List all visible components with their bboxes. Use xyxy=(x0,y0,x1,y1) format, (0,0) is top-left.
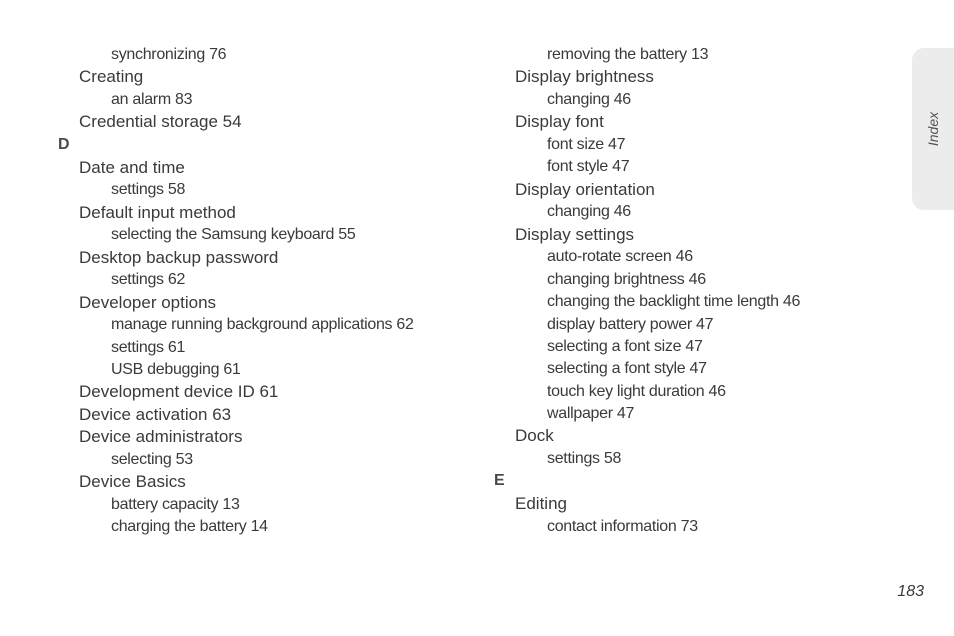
index-subentry: selecting the Samsung keyboard 55 xyxy=(111,226,356,244)
index-entry: Date and time xyxy=(79,157,185,177)
index-entry: Display brightness xyxy=(515,67,654,87)
index-subentry: USB debugging 61 xyxy=(111,360,241,378)
index-section-letter: D xyxy=(58,135,70,153)
index-entry: Credential storage 54 xyxy=(79,112,242,132)
index-subentry: selecting a font size 47 xyxy=(547,337,703,355)
index-section-letter: E xyxy=(494,472,505,490)
index-subentry: selecting a font style 47 xyxy=(547,360,707,378)
index-subentry: battery capacity 13 xyxy=(111,496,240,514)
index-entry: Editing xyxy=(515,494,567,514)
index-subentry: auto-rotate screen 46 xyxy=(547,248,693,266)
index-subentry: display battery power 47 xyxy=(547,315,714,333)
index-entry: Display settings xyxy=(515,224,635,244)
index-entry: Display font xyxy=(515,112,604,132)
index-column-left xyxy=(58,44,478,539)
index-subentry: synchronizing 76 xyxy=(111,46,227,63)
index-subentry: changing the backlight time length 46 xyxy=(547,293,801,311)
index-subentry: settings 62 xyxy=(111,271,186,289)
index-entry: Device Basics xyxy=(79,472,186,492)
index-subentry: font style 47 xyxy=(547,158,630,176)
index-subentry: an alarm 83 xyxy=(111,90,193,108)
index-entry: Dock xyxy=(515,426,554,446)
index-entry: Default input method xyxy=(79,202,236,222)
index-subentry: changing brightness 46 xyxy=(547,270,706,288)
index-subentry: manage running background applications 62 xyxy=(111,316,414,334)
index-subentry: removing the battery 13 xyxy=(547,46,709,63)
index-subentry: settings 58 xyxy=(111,181,186,199)
index-entry: Device administrators xyxy=(79,427,243,447)
index-subentry: contact information 73 xyxy=(547,517,698,535)
index-entry: Creating xyxy=(79,67,144,87)
index-subentry: settings 61 xyxy=(111,338,186,356)
index-entry: Desktop backup password xyxy=(79,247,279,267)
index-subentry: changing 46 xyxy=(547,90,631,108)
index-tab-label: Index xyxy=(925,111,941,147)
index-subentry: charging the battery 14 xyxy=(111,518,268,536)
index-subentry: settings 58 xyxy=(547,450,622,468)
index-entry: Display orientation xyxy=(515,179,655,199)
index-subentry: font size 47 xyxy=(547,135,626,153)
index-entry: Device activation 63 xyxy=(79,404,232,424)
index-subentry: selecting 53 xyxy=(111,451,193,469)
index-subentry: wallpaper 47 xyxy=(547,405,635,423)
index-entry: Developer options xyxy=(79,292,217,312)
index-entry: Development device ID 61 xyxy=(79,382,279,402)
index-section-tab[interactable] xyxy=(912,48,954,210)
index-subentry: changing 46 xyxy=(547,203,631,221)
index-column-right xyxy=(494,44,894,538)
page-number: 183 xyxy=(897,583,924,600)
index-subentry: touch key light duration 46 xyxy=(547,382,726,400)
